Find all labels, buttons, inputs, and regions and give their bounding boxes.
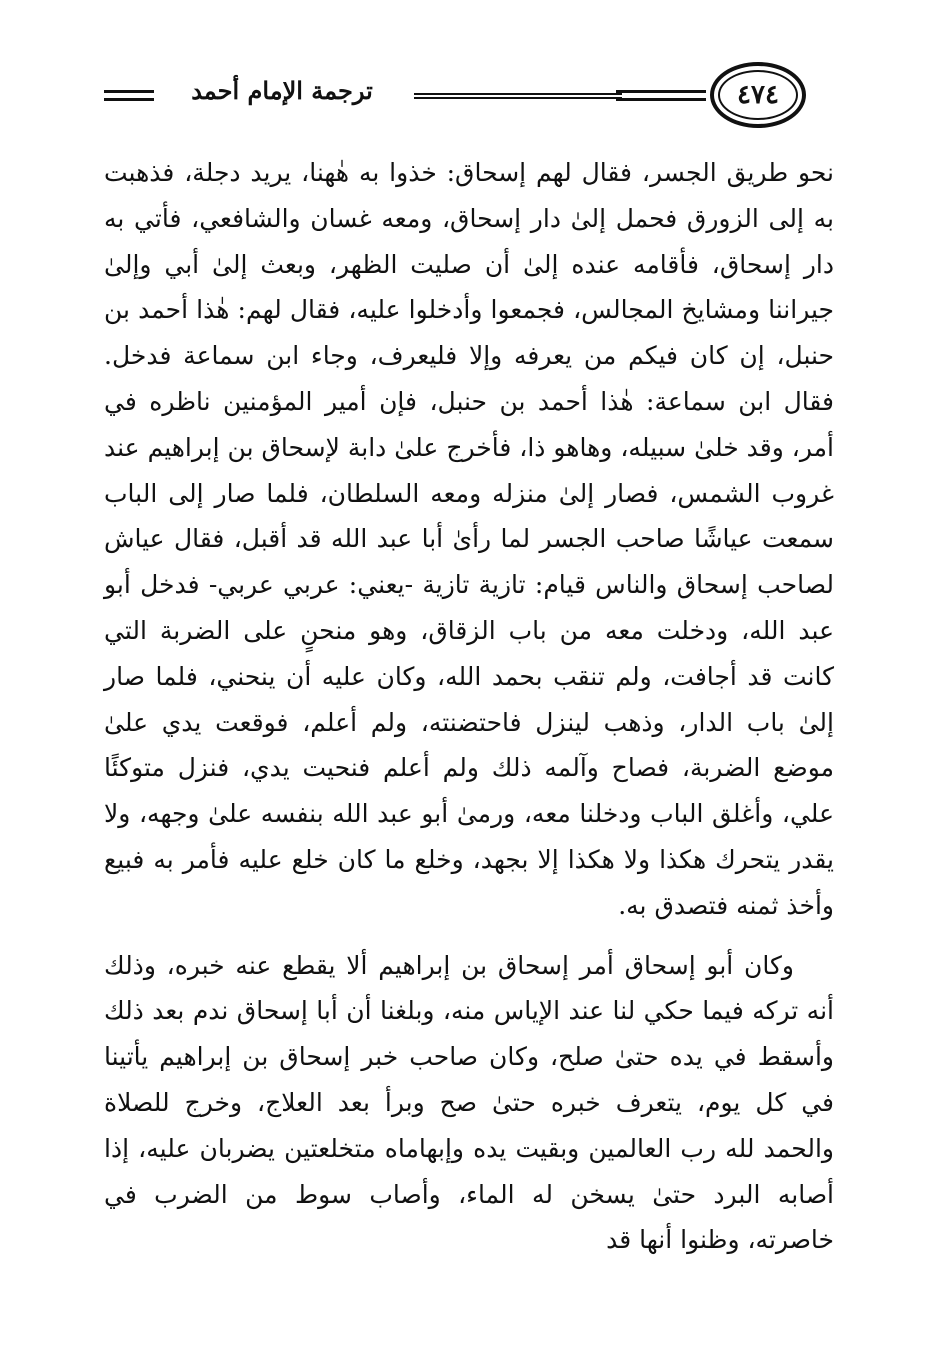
page-header (96, 60, 828, 136)
running-title: ترجمة الإمام أحمد (191, 76, 373, 105)
paragraph: وكان أبو إسحاق أمر إسحاق بن إبراهيم ألا يقطع عنه خبره، وذلك أنه تركه فيما حكي لنا عند الإياس منه، وبلغنا أن أبا إسحاق ندم بعد ذلك وأسقط في يده حتىٰ صلح، وكان صاحب خبر إسحاق بن إبراهيم يأتينا في كل يوم، يتعرف خبره حتىٰ صح وبرأ بعد العلاج، وخرج للصلاة والحمد لله رب العالمين وبقيت يده وإبهاماه متخلعتين يضربان عليه، إذا أصابه البرد حتىٰ يسخن له الماء، وأصاب سوط من الضرب في خاصرته، وظنوا أنها قد (104, 950, 834, 1255)
paragraph: نحو طريق الجسر، فقال لهم إسحاق: خذوا به هٰهنا، يريد دجلة، فذهبت به إلى الزورق فحمل إلىٰ دار إسحاق، ومعه غسان والشافعي، فأتي به دار إسحاق، فأقامه عنده إلىٰ أن صليت الظهر، وبعث إلىٰ أبي وإلىٰ جيراننا ومشايخ المجالس، فجمعوا وأدخلوا عليه، فقال لهم: هٰذا أحمد بن حنبل، إن كان فيكم من يعرفه وإلا فليعرف، وجاء ابن سماعة فدخل. فقال ابن سماعة: هٰذا أحمد بن حنبل، فإن أمير المؤمنين ناظره في أمر، وقد خلىٰ سبيله، وهاهو ذا، فأخرج علىٰ دابة لإسحاق بن إبراهيم عند غروب الشمس، فصار إلىٰ منزله ومعه السلطان، فلما صار إلى الباب سمعت عياشًا صاحب الجسر لما رأىٰ أبا عبد الله قد أقبل، فقال عياش لصاحب إسحاق والناس قيام: تازية تازية -يعني: عربي عربي- فدخل أبو عبد الله، ودخلت معه من باب الزقاق، وهو منحنٍ على الضربة التي كانت قد أجافت، ولم تنقب بحمد الله، وكان عليه أن ينحني، فلما صار إلىٰ باب الدار، وذهب لينزل فاحتضنته، ولم أعلم، فوقعت يدي علىٰ موضع الضربة، فصاح وآلمه ذلك ولم أعلم فنحيت يدي، فنزل متوكئًا علي، وأغلق الباب ودخلنا معه، ورمىٰ أبو عبد الله بنفسه علىٰ وجهه، ولا يقدر يتحرك هكذا ولا هكذا إلا بجهد، وخلع ما كان خلع عليه فأمر به فبيع وأخذ ثمنه فتصدق به. (104, 158, 834, 920)
body-text (104, 150, 834, 1263)
header-rule-left (104, 90, 154, 101)
page-number: ٤٧٤ (737, 80, 779, 110)
header-rule-middle (414, 93, 622, 99)
header-rule-right (616, 90, 706, 101)
page-number-badge (710, 62, 806, 128)
